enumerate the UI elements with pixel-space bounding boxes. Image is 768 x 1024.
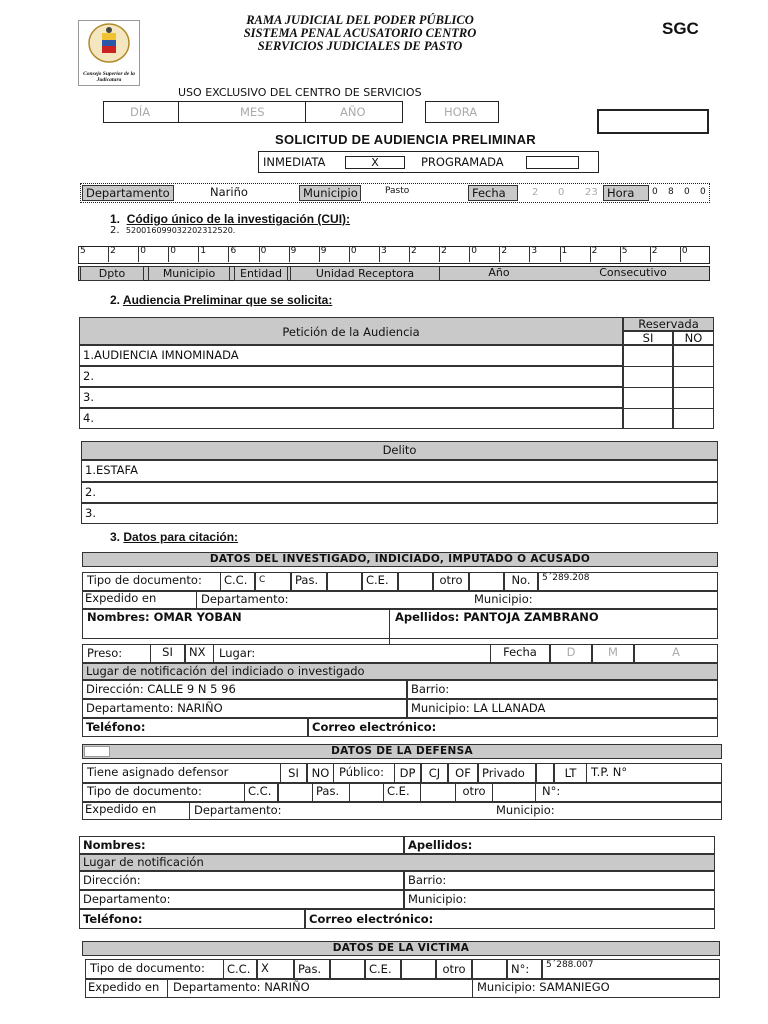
def-ce-checkbox[interactable] — [420, 783, 456, 802]
def-departamento[interactable]: Departamento: — [79, 890, 404, 909]
cui-digit[interactable]: 2 — [439, 246, 471, 262]
cui-label-anio: Año — [488, 266, 510, 279]
def-si[interactable]: SI — [280, 763, 307, 783]
vic-expedido-label: Expedido en — [85, 979, 168, 998]
def-of[interactable]: OF — [448, 763, 478, 783]
vic-n-label: N°: — [507, 959, 542, 979]
inv-tipo-doc-label: Tipo de documento: — [87, 573, 202, 587]
reservada-header: Reservada — [623, 317, 714, 331]
def-lt[interactable]: LT — [554, 763, 587, 783]
inv-departamento[interactable]: Departamento: NARIÑO — [82, 699, 407, 718]
vic-ce-checkbox[interactable] — [401, 959, 436, 979]
inv-no-label: No. — [504, 572, 538, 591]
inv-correo[interactable]: Correo electrónico: — [308, 718, 718, 737]
cui-digit[interactable]: 2 — [108, 246, 140, 262]
def-apellidos[interactable]: Apellidos: — [404, 836, 715, 854]
def-publico-label: Público: — [339, 765, 384, 779]
inv-municipio-label[interactable]: Municipio: — [474, 592, 533, 606]
cui-digit[interactable]: 9 — [319, 246, 351, 262]
def-privado[interactable]: Privado — [478, 763, 536, 783]
delito-row-2[interactable]: 2. — [81, 482, 718, 503]
hora-digit-4[interactable]: 0 — [700, 187, 706, 197]
vic-pas-label: Pas. — [294, 959, 330, 979]
cui-digit[interactable]: 3 — [529, 246, 561, 262]
header-line-3: SERVICIOS JUDICIALES DE PASTO — [257, 39, 463, 53]
inv-nombres[interactable]: Nombres: OMAR YOBAN — [87, 610, 242, 624]
inmediata-label: INMEDIATA — [263, 155, 326, 169]
def-ce-label: C.E. — [384, 783, 420, 802]
cui-digit[interactable]: 0 — [349, 246, 381, 262]
cui-label-consecutivo: Consecutivo — [599, 266, 667, 279]
def-telefono[interactable]: Teléfono: — [79, 909, 305, 929]
vic-pas-checkbox[interactable] — [330, 959, 365, 979]
def-barrio[interactable]: Barrio: — [404, 871, 715, 890]
def-no[interactable]: NO — [307, 763, 334, 783]
inv-fecha-label: Fecha — [490, 644, 550, 663]
inv-preso-no[interactable]: NX — [185, 644, 214, 663]
cui-digit[interactable]: 0 — [469, 246, 501, 262]
def-cc-checkbox[interactable] — [278, 783, 313, 802]
page-title: SOLICITUD DE AUDIENCIA PRELIMINAR — [275, 132, 536, 147]
inv-preso-label: Preso: — [87, 646, 123, 660]
vic-tipo-doc-label: Tipo de documento: — [90, 961, 205, 975]
programada-label: PROGRAMADA — [421, 155, 504, 169]
cui-digit[interactable]: 6 — [228, 246, 260, 262]
hora-digit-3[interactable]: 0 — [684, 187, 690, 197]
inv-apellidos[interactable]: Apellidos: PANTOJA ZAMBRANO — [395, 610, 599, 624]
peticion-header: Petición de la Audiencia — [79, 317, 623, 345]
cui-label-dpto: Dpto — [80, 266, 144, 281]
cui-label-unidad: Unidad Receptora — [290, 266, 440, 281]
cui-digit[interactable]: 1 — [560, 246, 592, 262]
cui-digit[interactable]: 3 — [379, 246, 411, 262]
defensa-checkbox[interactable] — [84, 746, 110, 757]
def-pas-checkbox[interactable] — [349, 783, 384, 802]
def-n-label[interactable]: N°: — [542, 784, 561, 798]
cui-digit[interactable]: 0 — [259, 246, 291, 262]
inv-barrio[interactable]: Barrio: — [407, 680, 718, 699]
hora-field: HORA — [444, 105, 478, 119]
cui-digit[interactable]: 5 — [78, 246, 110, 262]
def-privado-checkbox[interactable] — [536, 763, 554, 783]
inv-notificacion-bar: Lugar de notificación del indiciado o investigado — [82, 663, 718, 680]
reservada-no-header: NO — [673, 331, 714, 345]
def-tp-label[interactable]: T.P. N° — [591, 765, 628, 779]
inv-cc-label: C.C. — [220, 572, 255, 591]
municipio-value[interactable]: Pasto — [385, 186, 410, 196]
defensa-bar: DATOS DE LA DEFENSA — [82, 744, 722, 759]
reservada-si-header: SI — [623, 331, 673, 345]
def-cc-label: C.C. — [244, 783, 278, 802]
departamento-value[interactable]: Nariño — [210, 185, 248, 199]
def-notificacion-bar: Lugar de notificación — [79, 854, 715, 871]
cui-digit[interactable]: 0 — [680, 246, 712, 262]
inv-ce-checkbox[interactable] — [398, 572, 433, 591]
vic-otro-checkbox[interactable] — [472, 959, 507, 979]
citacion-section-title: 3. Datos para citación: — [110, 530, 239, 544]
inv-fecha-a[interactable]: A — [634, 644, 718, 663]
cui-item-2: 2. 520016099032202312520. — [110, 225, 236, 236]
vic-cc-checkbox[interactable]: X — [257, 959, 294, 979]
peticion-row-2[interactable]: 2. — [79, 366, 623, 387]
cui-digit[interactable]: 0 — [138, 246, 170, 262]
vic-ce-label: C.E. — [365, 959, 401, 979]
vic-cc-label: C.C. — [223, 959, 257, 979]
logo-caption: Consejo Superior de la Judicatura — [83, 71, 135, 83]
departamento-label: Departamento — [82, 185, 174, 201]
vic-departamento[interactable]: Departamento: NARIÑO — [173, 980, 310, 994]
mes-field[interactable]: MES — [240, 105, 265, 119]
cui-digit[interactable]: 2 — [590, 246, 622, 262]
def-nombres[interactable]: Nombres: — [79, 836, 404, 854]
fecha-d3[interactable]: 23 — [585, 187, 598, 198]
def-dp[interactable]: DP — [394, 763, 421, 783]
logo — [78, 20, 140, 86]
cui-digit[interactable]: 2 — [499, 246, 531, 262]
inmediata-checkbox[interactable]: X — [345, 156, 405, 169]
peticion-row-4[interactable]: 4. — [79, 408, 623, 429]
delito-row-1[interactable]: 1.ESTAFA — [81, 460, 718, 482]
cui-label-municipio: Municipio — [148, 266, 230, 281]
def-asignado-label: Tiene asignado defensor — [87, 765, 229, 779]
victima-bar: DATOS DE LA VICTIMA — [82, 941, 720, 956]
delito-row-3[interactable]: 3. — [81, 503, 718, 524]
municipio-label: Municipio — [299, 185, 361, 201]
def-municipio-label[interactable]: Municipio: — [496, 803, 555, 817]
cui-digit[interactable]: 1 — [198, 246, 230, 262]
inv-preso-si[interactable]: SI — [150, 644, 185, 663]
cui-value[interactable]: 520016099032202312520. — [125, 226, 236, 235]
programada-checkbox[interactable] — [526, 156, 579, 169]
def-correo[interactable]: Correo electrónico: — [305, 909, 715, 929]
inv-otro-checkbox[interactable] — [469, 572, 504, 591]
hora-digit-2[interactable]: 8 — [668, 187, 674, 197]
dia-field[interactable]: DÍA — [130, 105, 151, 119]
def-otro-checkbox[interactable] — [492, 783, 536, 802]
hora-label: Hora — [603, 185, 649, 201]
cui-digit[interactable]: 0 — [168, 246, 200, 262]
inv-no-value[interactable]: 5´289.208 — [538, 572, 718, 591]
vic-otro-label: otro — [436, 959, 472, 979]
cui-digit[interactable]: 5 — [620, 246, 652, 262]
fecha-label: Fecha — [468, 185, 518, 201]
audiencia-section-title: 2. Audiencia Preliminar que se solicita: — [110, 293, 333, 307]
hora-digit-1[interactable]: 0 — [652, 187, 658, 197]
inv-ce-label: C.E. — [362, 572, 398, 591]
inv-fecha-d[interactable]: D — [550, 644, 592, 663]
header-line-2: SISTEMA PENAL ACUSATORIO CENTRO — [243, 26, 477, 40]
inv-fecha-m[interactable]: M — [592, 644, 634, 663]
cui-digit[interactable]: 2 — [409, 246, 441, 262]
vic-municipio[interactable]: Municipio: SAMANIEGO — [477, 980, 610, 994]
def-otro-label: otro — [456, 783, 492, 802]
sgc-label: SGC — [662, 19, 699, 38]
cui-digit[interactable]: 2 — [650, 246, 682, 262]
inv-otro-label: otro — [433, 572, 469, 591]
def-municipio[interactable]: Municipio: — [404, 890, 715, 909]
fecha-d2[interactable]: 0 — [558, 187, 565, 198]
peticion-row-3[interactable]: 3. — [79, 387, 623, 408]
cui-label-entidad: Entidad — [234, 266, 288, 281]
def-pas-label: Pas. — [313, 783, 349, 802]
def-direccion[interactable]: Dirección: — [79, 871, 404, 890]
delito-header: Delito — [81, 441, 718, 460]
vic-n-value[interactable]: 5´288.007 — [542, 959, 720, 979]
def-tipo-doc-label: Tipo de documento: — [87, 784, 202, 798]
inv-telefono[interactable]: Teléfono: — [82, 718, 308, 737]
inv-lugar-label[interactable]: Lugar: — [219, 646, 256, 660]
fecha-d1[interactable]: 2 — [532, 187, 539, 198]
radicado-box[interactable] — [597, 109, 709, 134]
investigado-bar: DATOS DEL INVESTIGADO, INDICIADO, IMPUTADO O ACUSADO — [82, 552, 718, 567]
def-cj[interactable]: CJ — [421, 763, 448, 783]
anio-field[interactable]: AÑO — [340, 105, 366, 119]
header-line-1: RAMA JUDICIAL DEL PODER PÚBLICO — [246, 13, 474, 27]
uso-exclusivo-label: USO EXCLUSIVO DEL CENTRO DE SERVICIOS — [178, 86, 422, 99]
peticion-row-1[interactable]: 1.AUDIENCIA IMNOMINADA — [79, 345, 623, 366]
coat-of-arms-icon — [79, 21, 139, 67]
cui-digit[interactable]: 9 — [289, 246, 321, 262]
inv-pas-label: Pas. — [291, 572, 327, 591]
inv-expedido-label: Expedido en — [82, 591, 197, 609]
inv-cc-checkbox[interactable]: C — [255, 572, 291, 591]
inv-departamento-label[interactable]: Departamento: — [201, 592, 289, 606]
def-departamento-label[interactable]: Departamento: — [194, 803, 282, 817]
inv-pas-checkbox[interactable] — [327, 572, 362, 591]
inv-direccion[interactable]: Dirección: CALLE 9 N 5 96 — [82, 680, 407, 699]
inv-municipio[interactable]: Municipio: LA LLANADA — [407, 699, 718, 718]
def-expedido-label: Expedido en — [82, 802, 190, 820]
cui-section-title: 1. Código único de la investigación (CUI): — [110, 212, 351, 226]
